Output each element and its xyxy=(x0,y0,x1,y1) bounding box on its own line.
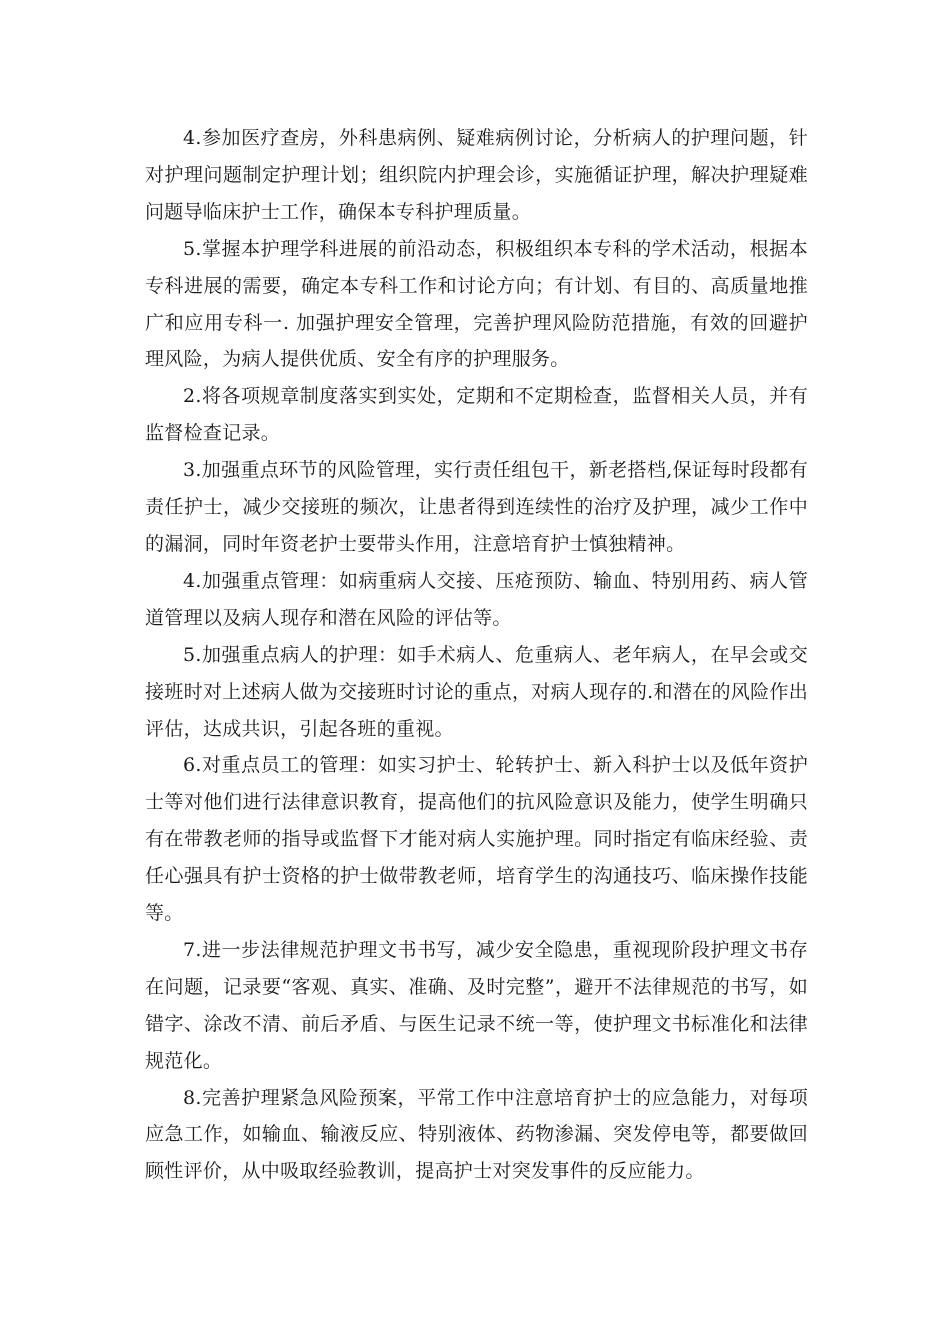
paragraph-item-2-regulations: 2.将各项规章制度落实到实处，定期和不定期检查，监督相关人员，并有监督检查记录。 xyxy=(145,385,808,445)
document-body xyxy=(145,120,808,1190)
paragraph-item-5-key-patients: 5.加强重点病人的护理：如手术病人、危重病人、老年病人，在早会或交接班时对上述病人做为交接班时讨论的重点，对病人现存的.和潜在的风险作出评估，达成共识，引起各班的重视。 xyxy=(145,643,808,740)
paragraph-item-7-documentation: 7.进一步法律规范护理文书书写，减少安全隐患，重视现阶段护理文书存在问题，记录要“客观、真实、准确、及时完整”，避开不法律规范的书写，如错字、涂改不清、前后矛盾、与医生记录不统一等，使护理文书标准化和法律规范化。 xyxy=(145,938,808,1072)
paragraph-item-4-key-management: 4.加强重点管理：如病重病人交接、压疮预防、输血、特别用药、病人管道管理以及病人现存和潜在风险的评估等。 xyxy=(145,569,808,629)
paragraph-item-5-frontier: 5.掌握本护理学科进展的前沿动态，积极组织本专科的学术活动，根据本专科进展的需要，确定本专科工作和讨论方向；有计划、有目的、高质量地推广和应用专科一. 加强护理安全管理，完善护理风险防范措施，有效的回避护理风险，为病人提供优质、安全有序的护理服务。 xyxy=(145,237,808,371)
paragraph-item-8-emergency-plan: 8.完善护理紧急风险预案，平常工作中注意培育护士的应急能力，对每项应急工作，如输血、输液反应、特别液体、药物渗漏、突发停电等，都要做回顾性评价，从中吸取经验教训，提高护士对突发事件的反应能力。 xyxy=(145,1086,808,1183)
paragraph-item-3-key-links: 3.加强重点环节的风险管理，实行责任组包干，新老搭档,保证每时段都有责任护士，减少交接班的频次，让患者得到连续性的治疗及护理，减少工作中的漏洞，同时年资老护士要带头作用，注意培育护士慎独精神。 xyxy=(145,459,808,555)
paragraph-item-4-rounds: 4.参加医疗查房，外科患病例、疑难病例讨论，分析病人的护理问题，针对护理问题制定护理计划；组织院内护理会诊，实施循证护理，解决护理疑难问题导临床护士工作，确保本专科护理质量。 xyxy=(145,127,808,223)
paragraph-item-6-key-staff: 6.对重点员工的管理：如实习护士、轮转护士、新入科护士以及低年资护士等对他们进行法律意识教育，提高他们的抗风险意识及能力，使学生明确只有在带教老师的指导或监督下才能对病人实施护理。同时指定有临床经验、责任心强具有护士资格的护士做带教老师，培育学生的沟通技巧、临床操作技能等。 xyxy=(145,754,808,925)
